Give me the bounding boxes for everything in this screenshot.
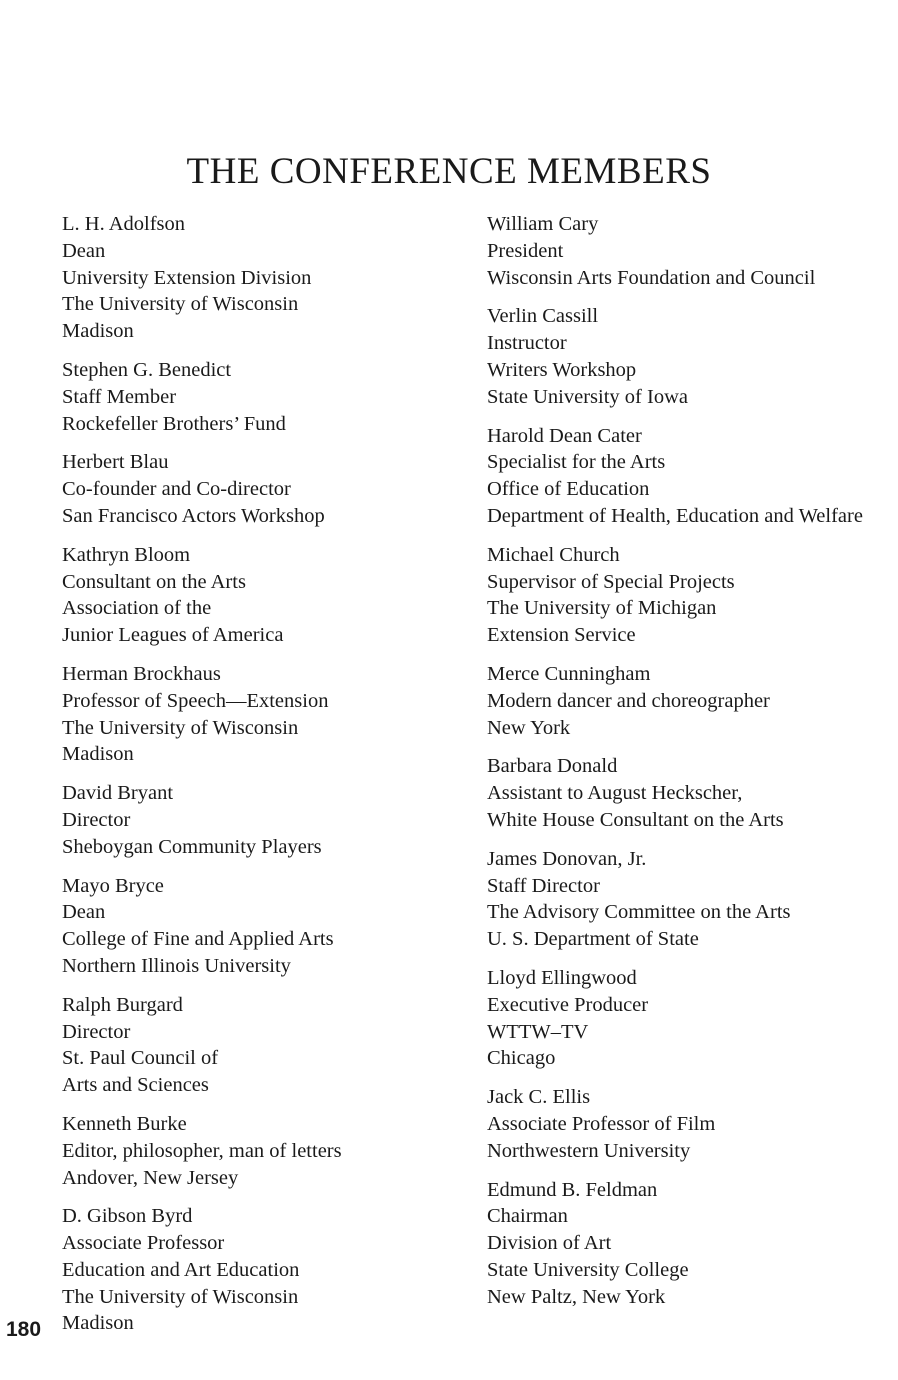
member-detail: Consultant on the Arts <box>62 570 246 593</box>
member-detail: College of Fine and Applied Arts <box>62 928 334 951</box>
member-name: L. H. Adolfson <box>62 213 185 235</box>
member-detail: Associate Professor <box>62 1232 225 1255</box>
member-name: William Cary <box>487 213 599 235</box>
member-name: Michael Church <box>487 543 620 566</box>
member-detail: Andover, New Jersey <box>62 1166 239 1189</box>
member-detail: The University of Wisconsin <box>62 716 299 739</box>
member-entry <box>487 753 892 833</box>
member-detail: Chicago <box>487 1047 556 1070</box>
member-entry <box>487 846 892 953</box>
member-detail: White House Consultant on the Arts <box>487 808 784 831</box>
member-detail: New York <box>487 716 571 739</box>
member-column-right <box>487 211 892 1322</box>
member-detail: Staff Director <box>487 874 600 897</box>
member-detail: State University College <box>487 1258 689 1281</box>
member-detail: State University of Iowa <box>487 385 688 408</box>
member-detail: Director <box>62 1020 131 1043</box>
member-name: Verlin Cassill <box>487 305 599 328</box>
member-entry <box>487 965 892 1072</box>
member-detail: Instructor <box>487 332 567 355</box>
member-entry <box>62 661 462 768</box>
member-name: Jack C. Ellis <box>487 1086 591 1109</box>
member-detail: Extension Service <box>487 624 636 647</box>
member-entry <box>487 423 892 530</box>
member-detail: St. Paul Council of <box>62 1047 219 1070</box>
member-name: Harold Dean Cater <box>487 424 642 447</box>
member-entry <box>62 992 462 1099</box>
member-name: Merce Cunningham <box>487 662 651 685</box>
member-detail: The University of Wisconsin <box>62 293 299 316</box>
member-entry <box>62 542 462 649</box>
member-name: Herman Brockhaus <box>62 662 221 685</box>
member-detail: Office of Education <box>487 478 650 501</box>
member-entry <box>487 303 892 410</box>
member-detail: Arts and Sciences <box>62 1074 209 1097</box>
member-detail: Professor of Speech—Extension <box>62 689 329 712</box>
member-entry <box>62 1111 462 1191</box>
member-name: Barbara Donald <box>487 755 618 778</box>
member-entry <box>62 873 462 980</box>
member-detail: Editor, philosopher, man of letters <box>62 1139 342 1162</box>
member-detail: Executive Producer <box>487 993 649 1016</box>
member-detail: Division of Art <box>487 1232 612 1255</box>
member-detail: Association of the <box>62 597 212 620</box>
member-entry <box>487 211 892 291</box>
member-detail: Department of Health, Education and Welfare <box>487 504 863 527</box>
member-detail: Supervisor of Special Projects <box>487 570 735 593</box>
member-name: D. Gibson Byrd <box>62 1205 193 1228</box>
member-entry <box>62 357 462 437</box>
member-name: Kathryn Bloom <box>62 543 191 566</box>
member-detail: Assistant to August Heckscher, <box>487 782 743 805</box>
member-name: David Bryant <box>62 782 174 805</box>
member-name: Lloyd Ellingwood <box>487 966 637 989</box>
member-entry <box>487 1177 892 1311</box>
member-detail: The University of Michigan <box>487 597 717 620</box>
member-detail: The University of Wisconsin <box>62 1285 299 1308</box>
page-title: THE CONFERENCE MEMBERS <box>186 151 712 192</box>
member-entry <box>487 661 892 741</box>
member-detail: Specialist for the Arts <box>487 451 666 474</box>
member-detail: Madison <box>62 1312 134 1335</box>
member-entry <box>487 542 892 649</box>
page-number: 180 <box>6 1318 42 1341</box>
member-detail: Madison <box>62 320 134 343</box>
member-detail: Co-founder and Co-director <box>62 478 291 501</box>
member-detail: President <box>487 239 564 262</box>
member-detail: New Paltz, New York <box>487 1285 666 1308</box>
member-detail: Northern Illinois University <box>62 954 291 977</box>
member-detail: Modern dancer and choreographer <box>487 689 770 712</box>
member-detail: Sheboygan Community Players <box>62 835 322 858</box>
member-column-left <box>62 211 462 1349</box>
member-name: Stephen G. Benedict <box>62 358 232 381</box>
member-detail: Northwestern University <box>487 1139 691 1162</box>
member-detail: Dean <box>62 901 106 924</box>
member-detail: Writers Workshop <box>487 358 637 381</box>
member-entry <box>62 211 462 345</box>
member-detail: Associate Professor of Film <box>487 1112 716 1135</box>
member-detail: Junior Leagues of America <box>62 624 284 647</box>
member-detail: Education and Art Education <box>62 1258 300 1281</box>
member-detail: Staff Member <box>62 385 177 408</box>
member-detail: Wisconsin Arts Foundation and Council <box>487 266 816 289</box>
member-detail: Chairman <box>487 1205 568 1228</box>
member-detail: Dean <box>62 239 106 262</box>
member-detail: The Advisory Committee on the Arts <box>487 901 791 924</box>
member-name: Mayo Bryce <box>62 874 164 897</box>
member-entry <box>62 449 462 529</box>
member-name: Ralph Burgard <box>62 993 183 1016</box>
member-name: Herbert Blau <box>62 451 169 474</box>
member-detail: Director <box>62 808 131 831</box>
member-detail: U. S. Department of State <box>487 928 699 951</box>
member-detail: Madison <box>62 743 134 766</box>
member-entry <box>62 780 462 860</box>
member-entry <box>487 1084 892 1164</box>
member-detail: Rockefeller Brothers’ Fund <box>62 412 286 435</box>
member-name: Edmund B. Feldman <box>487 1178 658 1201</box>
member-entry <box>62 1203 462 1337</box>
member-detail: WTTW–TV <box>487 1020 589 1043</box>
member-name: James Donovan, Jr. <box>487 847 647 870</box>
member-detail: San Francisco Actors Workshop <box>62 504 325 527</box>
member-name: Kenneth Burke <box>62 1112 187 1135</box>
member-detail: University Extension Division <box>62 266 312 289</box>
